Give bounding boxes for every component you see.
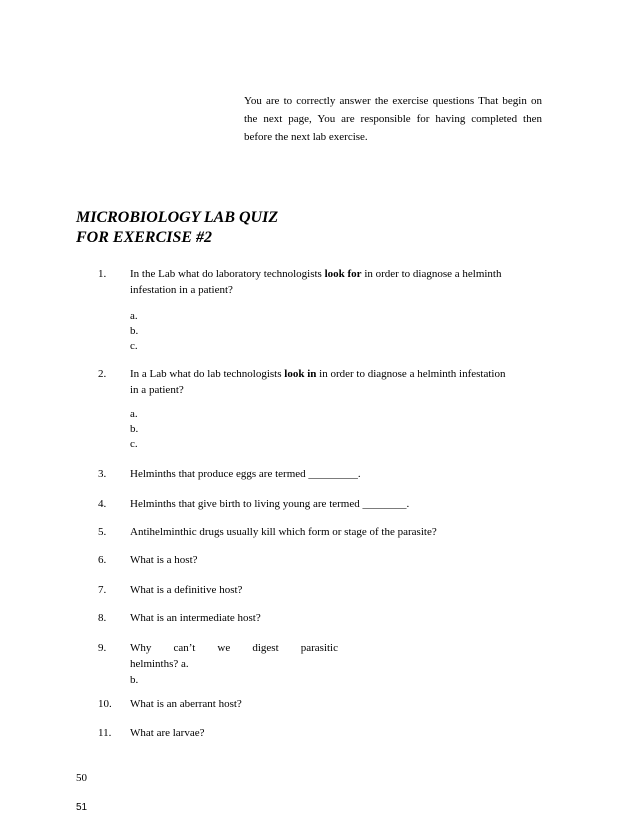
question-3-text: Helminths that produce eggs are termed _________. xyxy=(130,468,361,480)
question-11-text: What are larvae? xyxy=(130,727,205,739)
question-8-number: 8. xyxy=(98,612,107,624)
question-10-number: 10. xyxy=(98,698,112,710)
question-10-text: What is an aberrant host? xyxy=(130,698,242,710)
question-9-number: 9. xyxy=(98,642,107,654)
quiz-title xyxy=(76,208,278,248)
question-4-number: 4. xyxy=(98,498,107,510)
question-6-number: 6. xyxy=(98,554,107,566)
instructions-paragraph: You are to correctly answer the exercise questions That begin on the next page, You are responsible for having completed then before the next lab exercise. xyxy=(244,95,542,143)
page-number-secondary: 51 xyxy=(76,802,88,813)
question-4-text: Helminths that give birth to living young are termed ________. xyxy=(130,498,410,510)
question-1-option-a: a. xyxy=(130,310,138,322)
question-9-line3: b. xyxy=(130,674,139,686)
question-9-line1: Why can’t we digest parasitic xyxy=(130,642,338,654)
question-2-option-c: c. xyxy=(130,438,138,450)
question-1-number: 1. xyxy=(98,268,107,280)
question-9-text xyxy=(130,640,515,688)
question-1-emphasis: look for xyxy=(324,268,362,280)
question-5-text: Antihelminthic drugs usually kill which form or stage of the parasite? xyxy=(130,526,437,538)
page-number: 50 xyxy=(76,772,87,784)
question-8-text: What is an intermediate host? xyxy=(130,612,261,624)
question-2-option-b: b. xyxy=(130,423,139,435)
question-1-option-b: b. xyxy=(130,325,139,337)
question-2-emphasis: look in xyxy=(284,368,317,380)
question-2-text: In a Lab what do lab technologists look in in order to diagnose a helminth infestation in a patient? xyxy=(130,368,506,396)
question-11-number: 11. xyxy=(98,727,112,739)
question-6-text: What is a host? xyxy=(130,554,198,566)
quiz-title-line2: FOR EXERCISE #2 xyxy=(76,229,213,246)
question-1-text: In the Lab what do laboratory technologists look for in order to diagnose a helminth infestation in a patient? xyxy=(130,268,502,296)
question-5-number: 5. xyxy=(98,526,107,538)
question-1-option-c: c. xyxy=(130,340,138,352)
question-7-number: 7. xyxy=(98,584,107,596)
question-2-number: 2. xyxy=(98,368,107,380)
question-9-line2: helminths? a. xyxy=(130,658,189,670)
quiz-title-line1: MICROBIOLOGY LAB QUIZ xyxy=(76,209,279,226)
question-3-number: 3. xyxy=(98,468,107,480)
question-2-option-a: a. xyxy=(130,408,138,420)
question-7-text: What is a definitive host? xyxy=(130,584,243,596)
